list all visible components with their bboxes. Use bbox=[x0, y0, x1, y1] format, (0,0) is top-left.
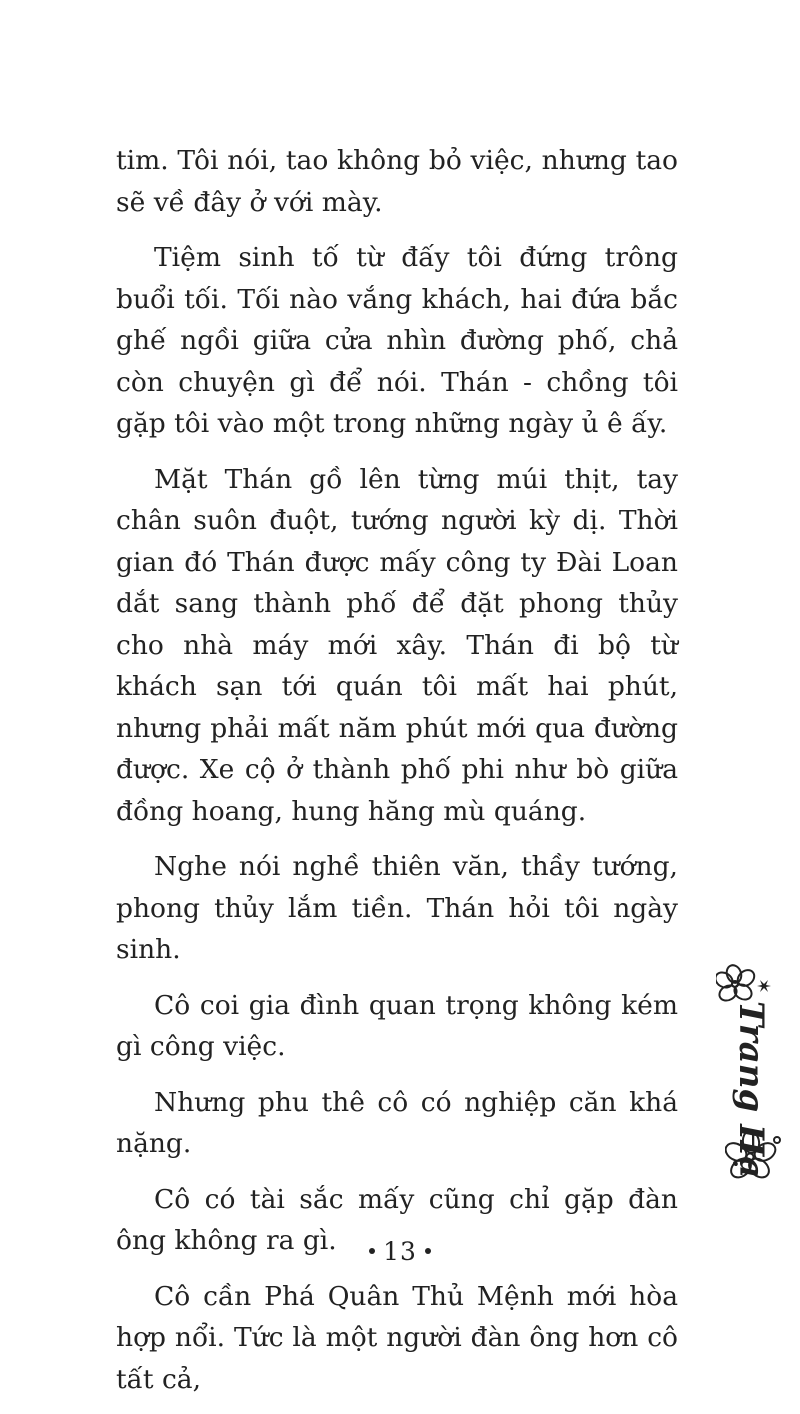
paragraph-6: Nhưng phu thê cô có nghiệp căn khá nặng. bbox=[116, 1086, 678, 1159]
paragraph-1: tim. Tôi nói, tao không bỏ việc, nhưng tao sẽ về đây ở với mày. bbox=[116, 145, 678, 218]
bullet-icon bbox=[425, 1248, 431, 1254]
flower-icon bbox=[716, 964, 780, 1004]
author-name: Trang Hạ bbox=[731, 1001, 771, 1179]
paragraph-2: Tiệm sinh tố từ đấy tôi đứng trông buổi tối. Tối nào vắng khách, hai đứa bắc ghế ngồi giữa cửa nhìn đường phố, chả còn chuyện gì để nói. Thán - chồng tôi gặp tôi vào một trong những ngày ủ ê ấy. bbox=[116, 242, 678, 439]
page-number bbox=[0, 1237, 800, 1266]
paragraph-8: Cô cần Phá Quân Thủ Mệnh mới hòa hợp nổi. Tức là một người đàn ông hơn cô tất cả, bbox=[116, 1280, 678, 1395]
page-number-value: 13 bbox=[383, 1237, 417, 1266]
paragraph-7: Cô có tài sắc mấy cũng chỉ gặp đàn ông không ra gì. bbox=[116, 1183, 678, 1256]
paragraph-3: Mặt Thán gồ lên từng múi thịt, tay chân suôn đuột, tướng người kỳ dị. Thời gian đó Thán được mấy công ty Đài Loan dắt sang thành phố để đặt phong thủy cho nhà máy mới xây. Thán đi bộ từ khách sạn tới quán tôi mất hai phút, nhưng phải mất năm phút mới qua đường được. Xe cộ ở thành phố phi như bò giữa đồng hoang, hung hăng mù quáng. bbox=[116, 463, 678, 827]
paragraph-4: Nghe nói nghề thiên văn, thầy tướng, phong thủy lắm tiền. Thán hỏi tôi ngày sinh. bbox=[116, 851, 678, 965]
bullet-icon bbox=[369, 1248, 375, 1254]
paragraph-5: Cô coi gia đình quan trọng không kém gì công việc. bbox=[116, 989, 678, 1062]
page-body bbox=[116, 140, 678, 1414]
flower-icon bbox=[725, 1130, 785, 1182]
